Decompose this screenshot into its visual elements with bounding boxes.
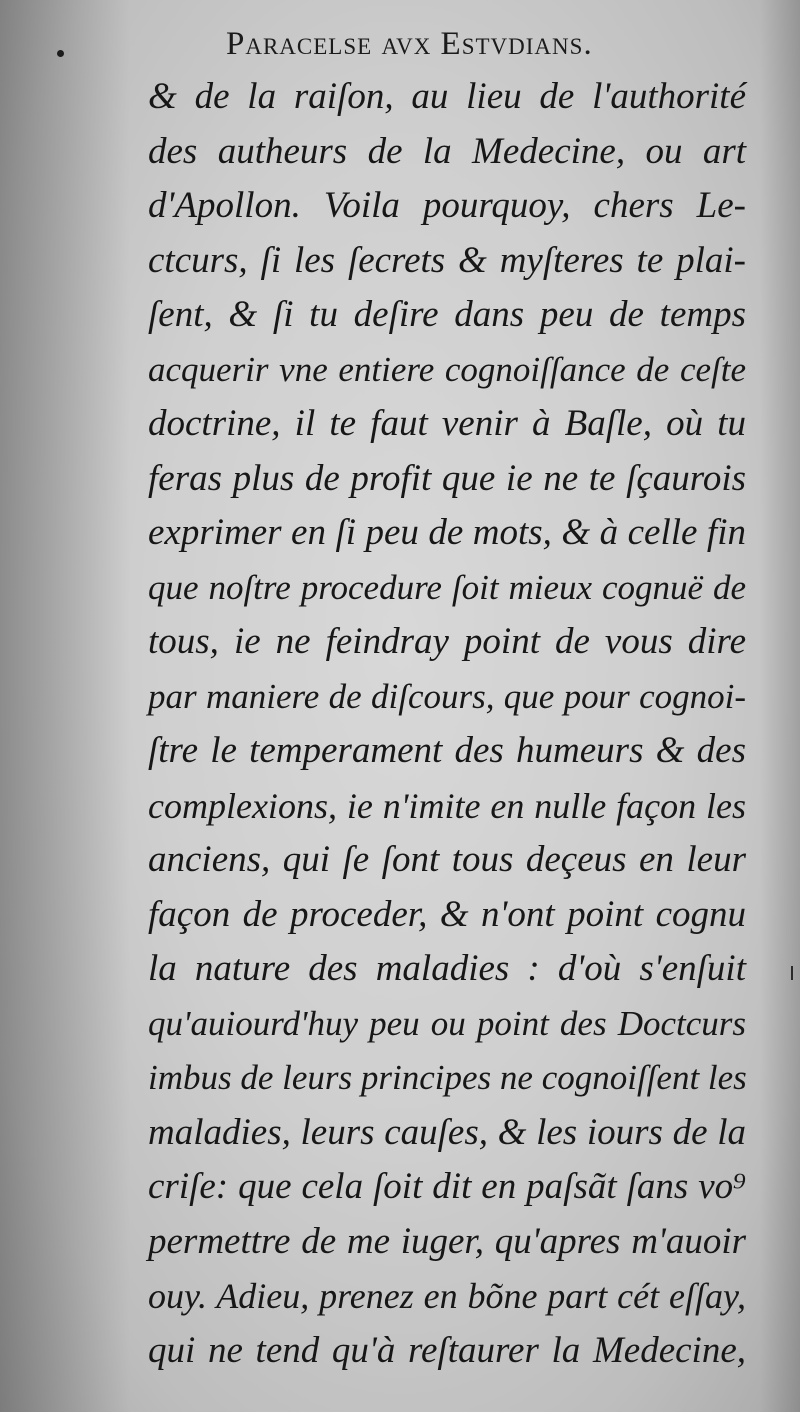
text-line: façon de proceder, & n'ont point cognu [148,893,746,935]
text-line: imbus de leurs principes ne cognoiſſent les [148,1058,747,1097]
ink-speck [57,50,64,57]
text-line: d'Apollon. Voila pourquoy, chers Le- [148,185,746,226]
text-line: tous, ie ne feindray point de vous dire [148,621,746,662]
text-line: complexions, ie n'imite en nulle façon les [148,785,746,826]
text-line: feras plus de profit que ie ne te ſçaurois [148,457,746,499]
text-line: ſent, & ſi tu deſire dans peu de temps [148,294,746,335]
text-line: criſe: que cela ſoit dit en paſsãt ſans vo⁹ [148,1166,746,1207]
text-line: permettre de me iuger, qu'apres m'auoir [148,1220,746,1262]
gutter-shadow [0,0,130,1412]
text-line: qu'auiourd'huy peu ou point des Doctcurs [148,1003,746,1043]
text-line: & de la raiſon, au lieu de l'authorité [148,76,746,117]
text-line: que noſtre procedure ſoit mieux cognuë de [148,567,746,607]
text-line: ctcurs, ſi les ſecrets & myſteres te plai- [148,239,746,281]
text-line: ouy. Adieu, prenez en bõne part cét eſſay, [148,1276,746,1316]
text-line: des autheurs de la Medecine, ou art [148,130,746,172]
body-text [148,70,748,1378]
text-line: ſtre le temperament des humeurs & des [148,730,746,771]
running-head: Paracelse avx Estvdians. [226,26,593,62]
text-line: anciens, qui ſe ſont tous deçeus en leur [148,839,746,880]
margin-mark [791,966,793,980]
text-line: qui ne tend qu'à reſtaurer la Medecine, [148,1329,746,1371]
text-line: maladies, leurs cauſes, & les iours de la [148,1111,746,1153]
text-line: acquerir vne entiere cognoiſſance de ceſte [148,349,746,389]
page-edge-shadow [760,0,800,1412]
text-line: doctrine, il te faut venir à Baſle, où tu [148,403,746,444]
text-line: exprimer en ſi peu de mots, & à celle fin [148,512,746,553]
text-line: par maniere de diſcours, que pour cognoi- [148,676,746,716]
text-line: la nature des maladies : d'où s'enſuit [148,948,746,989]
